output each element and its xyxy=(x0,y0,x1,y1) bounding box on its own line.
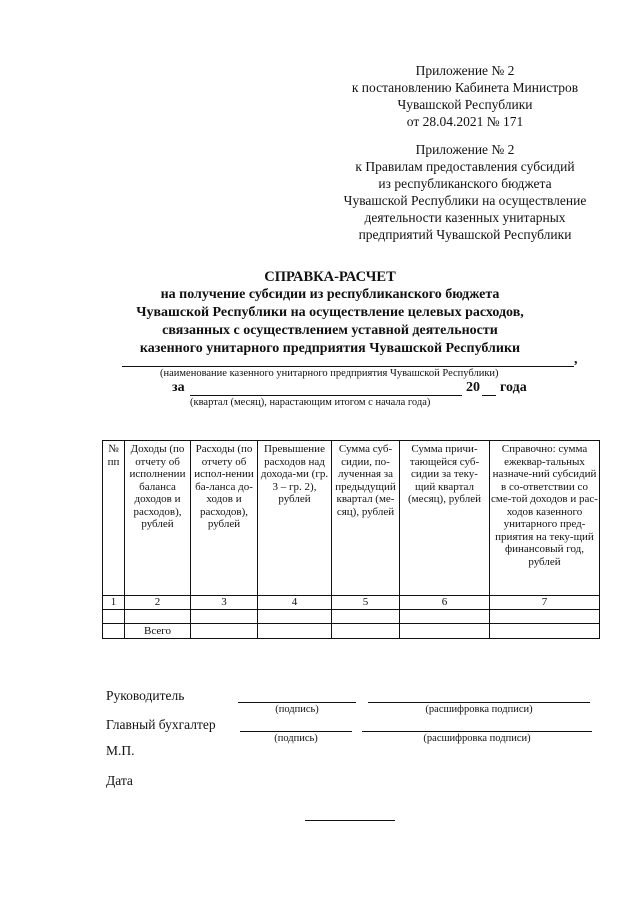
column-number: 3 xyxy=(191,596,258,610)
appendix-resolution xyxy=(330,62,600,130)
table-column-numbers-row xyxy=(103,596,600,610)
table-cell[interactable] xyxy=(103,610,125,624)
appendix-resolution-line: Приложение № 2 xyxy=(415,63,515,78)
period-year-field[interactable] xyxy=(482,395,496,396)
enterprise-name-hint: (наименование казенного унитарного предприятия Чувашской Республики) xyxy=(160,368,499,379)
enterprise-name-comma: , xyxy=(574,352,578,367)
table-cell[interactable] xyxy=(191,624,258,639)
table-cell[interactable] xyxy=(258,610,332,624)
head-decoding-field[interactable] xyxy=(368,702,590,703)
header-number: № пп xyxy=(103,441,125,596)
table-cell[interactable] xyxy=(490,610,600,624)
appendix-rules-line: Приложение № 2 xyxy=(415,142,515,157)
appendix-rules-line: деятельности казенных унитарных xyxy=(364,210,566,225)
table-cell[interactable] xyxy=(490,624,600,639)
footer-divider xyxy=(305,820,395,821)
period-prefix: за xyxy=(172,380,185,395)
column-number: 4 xyxy=(258,596,332,610)
period-field[interactable] xyxy=(190,395,462,396)
accountant-signature-hint: (подпись) xyxy=(274,733,318,744)
table-cell[interactable] xyxy=(400,610,490,624)
period-year-suffix: года xyxy=(500,380,527,395)
appendix-rules-line: Чувашской Республики на осуществление xyxy=(343,193,587,208)
accountant-signature-field[interactable] xyxy=(240,731,352,732)
column-number: 1 xyxy=(103,596,125,610)
table-cell[interactable] xyxy=(332,610,400,624)
document-title-line: Чувашской Республики на осуществление целевых расходов, xyxy=(136,305,524,320)
head-decoding-hint: (расшифровка подписи) xyxy=(425,704,533,715)
table-cell[interactable] xyxy=(400,624,490,639)
column-number: 6 xyxy=(400,596,490,610)
table-cell[interactable] xyxy=(191,610,258,624)
header-income: Доходы (по отчету об исполнении баланса доходов и расходов), рублей xyxy=(125,441,191,596)
head-label: Руководитель xyxy=(106,688,185,703)
header-current-subsidy: Сумма причи-тающейся суб-сидии за теку-щий квартал (месяц), рублей xyxy=(400,441,490,596)
accountant-decoding-field[interactable] xyxy=(362,731,592,732)
appendix-resolution-line: от 28.04.2021 № 171 xyxy=(406,114,524,129)
table-cell[interactable] xyxy=(125,610,191,624)
document-title xyxy=(100,268,560,358)
document-title-line: связанных с осуществлением уставной деятельности xyxy=(162,323,498,338)
header-reference: Справочно: сумма ежеквар-тальных назначе-ний субсидий в со-ответствии со сме-той доходов и рас-ходов казенного унитарного пред-приятия на теку-щий финансовый год, рублей xyxy=(490,441,600,596)
head-signature-hint: (подпись) xyxy=(275,704,319,715)
table-cell[interactable] xyxy=(332,624,400,639)
accountant-label: Главный бухгалтер xyxy=(106,717,216,732)
document-title-line: на получение субсидии из республиканского бюджета xyxy=(160,287,500,302)
column-number: 2 xyxy=(125,596,191,610)
document-title-main: СПРАВКА-РАСЧЕТ xyxy=(264,269,396,285)
column-number: 7 xyxy=(490,596,600,610)
appendix-rules-line: из республиканского бюджета xyxy=(378,176,552,191)
appendix-resolution-line: Чувашской Республики xyxy=(397,97,533,112)
table-row xyxy=(103,610,600,624)
table-cell[interactable] xyxy=(258,624,332,639)
period-year-prefix: 20 xyxy=(466,380,480,395)
enterprise-name-field[interactable] xyxy=(122,366,574,367)
appendix-rules-line: к Правилам предоставления субсидий xyxy=(355,159,575,174)
appendix-rules xyxy=(330,141,600,243)
table-header-row xyxy=(103,441,600,596)
total-label: Всего xyxy=(125,624,191,639)
header-excess: Превышение расходов над дохода-ми (гр. 3 – гр. 2), рублей xyxy=(258,441,332,596)
table-total-row xyxy=(103,624,600,639)
subsidy-table xyxy=(102,440,600,639)
document-title-line: казенного унитарного предприятия Чувашской Республики xyxy=(139,341,521,356)
accountant-decoding-hint: (расшифровка подписи) xyxy=(423,733,531,744)
appendix-rules-line: предприятий Чувашской Республики xyxy=(358,227,572,242)
table-cell xyxy=(103,624,125,639)
header-expenses: Расходы (по отчету об испол-нении ба-ланса до-ходов и расходов), рублей xyxy=(191,441,258,596)
date-label: Дата xyxy=(106,773,133,788)
head-signature-field[interactable] xyxy=(238,702,356,703)
period-hint: (квартал (месяц), нарастающим итогом с начала года) xyxy=(190,397,431,408)
header-previous-subsidy: Сумма суб-сидии, по-лученная за предыдущий квартал (ме-сяц), рублей xyxy=(332,441,400,596)
appendix-resolution-line: к постановлению Кабинета Министров xyxy=(351,80,579,95)
seal-label: М.П. xyxy=(106,743,135,758)
column-number: 5 xyxy=(332,596,400,610)
